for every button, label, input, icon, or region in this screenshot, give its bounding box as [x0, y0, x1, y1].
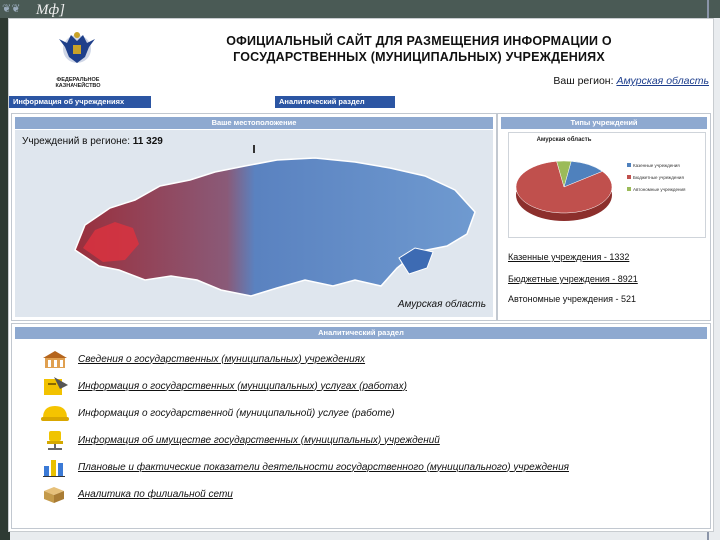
legend-item-avtonomnye: [627, 183, 707, 195]
analytics-item-branches[interactable]: [40, 483, 233, 505]
location-pin-icon: [253, 145, 255, 153]
site-title: [159, 33, 679, 65]
stat-kazennye-link[interactable]: Казенные учреждения - 1332: [508, 252, 630, 262]
analytics-item-indicators[interactable]: [40, 456, 569, 478]
location-panel: [11, 113, 497, 321]
location-panel-title: Ваше местоположение: [15, 117, 493, 129]
web-page: [8, 18, 714, 532]
types-panel-title: Типы учреждений: [501, 117, 707, 129]
analytics-panel: [11, 323, 711, 529]
analytics-item-label: Информация о государственной (муниципальной) услуге (работе): [78, 407, 395, 419]
main-nav: [9, 96, 713, 108]
slide-top-bar: [0, 0, 720, 18]
hardhat-icon: [40, 402, 70, 424]
analytics-item-label: Сведения о государственных (муниципальных) учреждениях: [78, 353, 366, 365]
stat-avtonomnye: Автономные учреждения - 521: [508, 294, 636, 304]
legend-swatch: [627, 187, 631, 191]
slide-logo: Мф]: [36, 2, 65, 18]
region-selector: [553, 75, 709, 87]
legend-label: Автономные учреждения: [633, 186, 686, 192]
stat-byudzhetnye-link[interactable]: Бюджетные учреждения - 8921: [508, 274, 638, 284]
legend-swatch: [627, 175, 631, 179]
legend-item-kazennye: [627, 159, 707, 171]
tab-institutions-info[interactable]: Информация об учреждениях: [9, 96, 151, 108]
legend-swatch: [627, 163, 631, 167]
types-panel: [497, 113, 711, 321]
analytics-item-label: Плановые и фактические показатели деятельности государственного (муниципального) учреждения: [78, 461, 569, 473]
region-label: Ваш регион:: [553, 75, 614, 87]
analytics-panel-title: Аналитический раздел: [15, 327, 707, 339]
boxes-icon: [40, 483, 70, 505]
russia-map-shape: [75, 158, 475, 296]
analytics-item-services[interactable]: [40, 375, 407, 397]
services-icon: [40, 375, 70, 397]
site-title-line-1: ОФИЦИАЛЬНЫЙ САЙТ ДЛЯ РАЗМЕЩЕНИЯ ИНФОРМАЦИИ О: [226, 34, 612, 48]
bar-chart-icon: [40, 456, 70, 478]
site-header: [9, 19, 713, 89]
analytics-item-institutions[interactable]: [40, 348, 365, 370]
pie-chart: [509, 147, 619, 237]
pie-chart-box: [508, 132, 706, 238]
institutions-count: [22, 136, 163, 147]
building-icon: [40, 348, 70, 370]
analytics-item-property[interactable]: [40, 429, 440, 451]
russia-map[interactable]: [15, 130, 493, 317]
region-link[interactable]: Амурская область: [616, 75, 709, 87]
analytics-item-label: Информация о государственных (муниципальных) услугах (работах): [78, 380, 407, 392]
map-region-label: Амурская область: [397, 299, 486, 310]
count-value: 11 329: [132, 136, 163, 147]
chart-legend: [627, 159, 707, 195]
count-label: Учреждений в регионе:: [22, 136, 131, 147]
analytics-item-single-service[interactable]: [40, 402, 395, 424]
tab-analytics[interactable]: Аналитический раздел: [275, 96, 395, 108]
legend-item-byudzhetnye: [627, 171, 707, 183]
emblem-caption: ФЕДЕРАЛЬНОЕ КАЗНАЧЕЙСТВО: [55, 77, 101, 89]
site-title-line-2: ГОСУДАРСТВЕННЫХ (МУНИЦИПАЛЬНЫХ) УЧРЕЖДЕНИЯХ: [233, 50, 605, 64]
chart-title: Амурская область: [536, 137, 592, 143]
map-svg: [15, 130, 493, 317]
legend-label: Бюджетные учреждения: [633, 174, 684, 180]
analytics-item-label: Информация об имуществе государственных (муниципальных) учреждений: [78, 434, 440, 446]
chair-icon: [40, 429, 70, 451]
ornament-icon: ❦❦: [2, 3, 21, 15]
analytics-item-label: Аналитика по филиальной сети: [78, 488, 233, 500]
legend-label: Казенные учреждения: [633, 162, 680, 168]
